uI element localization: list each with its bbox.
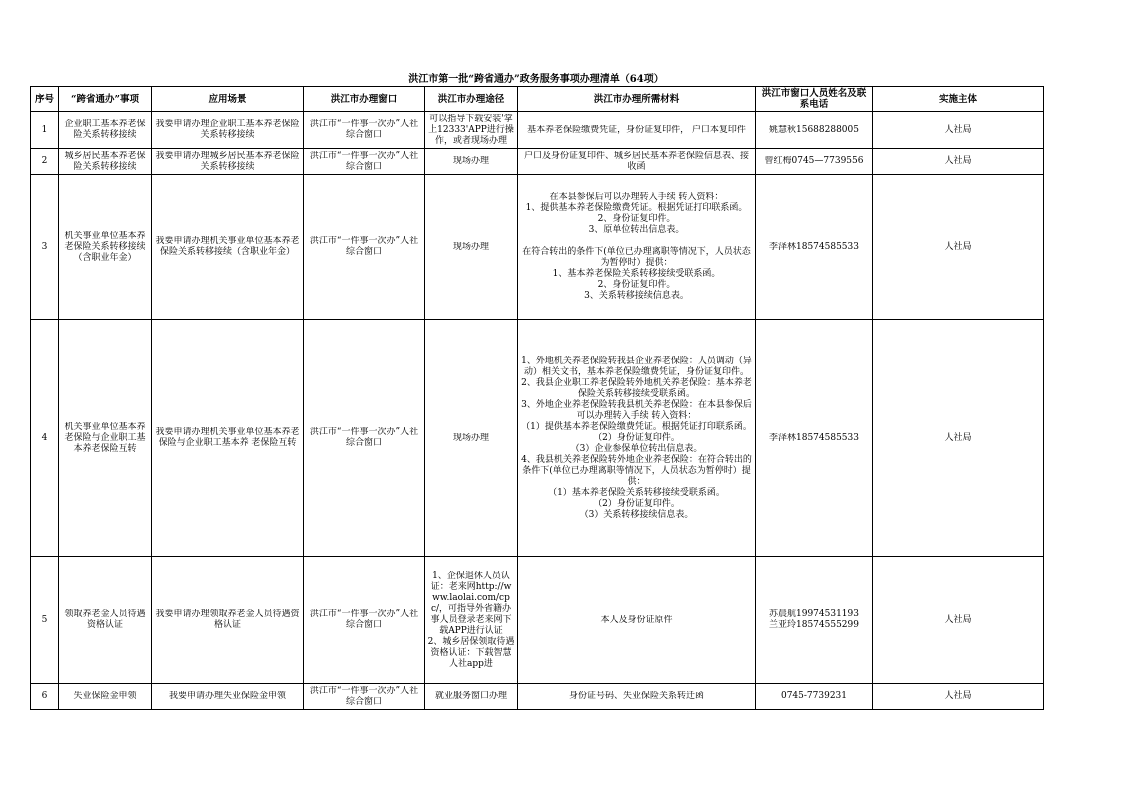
row-materials xyxy=(518,112,756,149)
row-contact-text: 0745-7739231 xyxy=(780,691,848,701)
row-item xyxy=(59,557,152,684)
row-number: 4 xyxy=(31,320,59,557)
row-number: 2 xyxy=(31,149,59,175)
row-route xyxy=(425,112,518,149)
row-body: 人社局 xyxy=(873,557,1044,684)
row-item xyxy=(59,320,152,557)
row-item-text: 领取养老金人员待遇资格认证 xyxy=(64,609,146,630)
row-item-text: 失业保险金申领 xyxy=(73,691,137,701)
row-route xyxy=(425,557,518,684)
header-row xyxy=(31,87,1044,112)
row-contact xyxy=(756,112,873,149)
row-scene-text: 我要申请办理城乡居民基本养老保险关系转移接续 xyxy=(155,150,300,172)
row-scene-text: 我要申请办理失业保险金申领 xyxy=(168,691,286,701)
row-window xyxy=(304,684,425,710)
row-scene-text: 我要申请办理机关事业单位基本养老 保险与企业职工基本养 老保险互转 xyxy=(155,427,300,448)
row-materials xyxy=(518,320,756,557)
col-header-body: 实施主体 xyxy=(873,87,1044,112)
row-window-text: 洪江市“一件事一次办”人社综合窗口 xyxy=(309,427,419,448)
table-row xyxy=(31,557,1044,684)
row-scene-text: 我要申请办理企业职工基本养老保险关系转移接续 xyxy=(155,119,300,140)
row-window xyxy=(304,112,425,149)
row-item-text: 企业职工基本养老保险关系转移接续 xyxy=(64,119,146,140)
row-scene-text: 我要申请办理领取养老金人员待遇资格认证 xyxy=(155,609,300,630)
row-window xyxy=(304,175,425,320)
row-contact xyxy=(756,149,873,175)
row-route-text: 现场办理 xyxy=(452,432,489,443)
row-window-text: 洪江市“一件事一次办”人社综合窗口 xyxy=(309,609,419,630)
row-route xyxy=(425,149,518,175)
row-materials xyxy=(518,175,756,320)
row-materials-text: 身份证号码、失业保险关系转迁函 xyxy=(568,691,704,701)
row-window xyxy=(304,557,425,684)
row-item-text: 城乡居民基本养老保险关系转移接续 xyxy=(64,150,146,172)
row-materials-text: 本人及身份证原件 xyxy=(600,614,673,625)
row-window-text: 洪江市“一件事一次办”人社综合窗口 xyxy=(309,685,419,707)
col-header-window: 洪江市办理窗口 xyxy=(304,87,425,112)
row-item-text: 机关事业单位基本养老保险关系转移接续（含职业年金） xyxy=(64,230,146,263)
table-row xyxy=(31,149,1044,175)
table-row xyxy=(31,684,1044,710)
row-scene xyxy=(152,557,304,684)
row-body: 人社局 xyxy=(873,320,1044,557)
row-scene xyxy=(152,175,304,320)
row-window-text: 洪江市“一件事一次办”人社综合窗口 xyxy=(309,150,419,172)
row-contact xyxy=(756,320,873,557)
row-route-text: 1、企保退休人员认证：老来网http://www.laolai.com/cpc/，可指导外省籍办事人员登录老来网下载APP进行认证 2、城乡居保领取待遇资格认证：下载智慧人社app进 xyxy=(427,570,515,669)
row-body: 人社局 xyxy=(873,149,1044,175)
row-scene xyxy=(152,684,304,710)
row-scene xyxy=(152,112,304,149)
row-scene-text: 我要申请办理机关事业单位基本养老 保险关系转移接续（含职业年金） xyxy=(155,236,300,257)
row-window-text: 洪江市“一件事一次办”人社综合窗口 xyxy=(309,119,419,140)
col-header-route: 洪江市办理途径 xyxy=(425,87,518,112)
row-body: 人社局 xyxy=(873,112,1044,149)
document-title: 洪江市第一批“跨省通办”政务服务事项办理清单（64项） xyxy=(408,74,664,85)
row-window xyxy=(304,320,425,557)
col-header-contact: 洪江市窗口人员姓名及联系电话 xyxy=(756,87,873,112)
row-route xyxy=(425,320,518,557)
row-body: 人社局 xyxy=(873,175,1044,320)
row-contact xyxy=(756,557,873,684)
row-materials-text: 户口及身份证复印件、城乡居民基本养老保险信息表、接收函 xyxy=(523,150,749,172)
row-window-text: 洪江市“一件事一次办”人社综合窗口 xyxy=(309,236,419,257)
row-route xyxy=(425,175,518,320)
row-contact-text: 李泽林18574585533 xyxy=(769,432,859,443)
col-header-item: “跨省通办”事项 xyxy=(59,87,152,112)
row-materials-text: 基本养老保险缴费凭证，身份证复印件， 户口本复印件 xyxy=(527,124,746,135)
row-contact xyxy=(756,175,873,320)
table-row xyxy=(31,112,1044,149)
col-header-scene: 应用场景 xyxy=(152,87,304,112)
row-number: 1 xyxy=(31,112,59,149)
row-number: 6 xyxy=(31,684,59,710)
row-contact-text: 李泽林18574585533 xyxy=(769,241,859,252)
row-materials-text: 在本县参保后可以办理转入手续 转入资料： 1、提供基本养老保险缴费凭证。根据凭证打印联系函。 2、身份证复印件。 3、原单位转出信息表。 在符合转出的条件下(单位已办理离职等情况下，人员状态为暂停时）提供： 1、基本养老保险关系转移接续受联系函。 2、身份证复印件。 3、关系转移接续信息表。 xyxy=(522,192,751,301)
row-window xyxy=(304,149,425,175)
table-row xyxy=(31,320,1044,557)
row-materials xyxy=(518,149,756,175)
row-materials xyxy=(518,684,756,710)
row-route-text: 可以指导下载安装'掌上12333'APP进行操作，或者现场办理 xyxy=(428,113,514,146)
row-item-text: 机关事业单位基本养老保险与企业职工基本养老保险互转 xyxy=(64,421,146,454)
row-item xyxy=(59,112,152,149)
row-materials-text: 1、外地机关养老保险转我县企业养老保险：人员调动（异动）相关文书，基本养老保险缴费凭证，身份证复印件。 2、我县企业职工养老保险转外地机关养老保险：基本养老保险关系转移接续受联系函。 3、外地企业养老保险转我县机关养老保险：在本县参保后可以办理转入手续 转入资料： （1）提供基本养老保险缴费凭证。根据凭证打印联系函。 （2）身份证复印件。 （3）企业参保单位转出信息表。 4、我县机关养老保险转外地企业养老保险：在符合转出的条件下(单位已办理离职等情况下，人员状态为暂停时）提供： （1）基本养老保险关系转移接续受联系函。 （2）身份证复印件。 （3）关系转移接续信息表。 xyxy=(521,355,752,520)
row-route xyxy=(425,684,518,710)
row-scene xyxy=(152,320,304,557)
row-body: 人社局 xyxy=(873,684,1044,710)
col-header-no: 序号 xyxy=(31,87,59,112)
table-row xyxy=(31,175,1044,320)
row-contact-text: 苏晨航19974531193 兰亚玲18574555299 xyxy=(769,609,859,630)
row-contact-text: 姚慧秋15688288005 xyxy=(769,124,859,135)
row-contact-text: 曾红梅0745—7739556 xyxy=(764,156,864,166)
row-route-text: 现场办理 xyxy=(452,241,489,252)
row-item xyxy=(59,684,152,710)
row-route-text: 现场办理 xyxy=(452,156,489,166)
row-route-text: 就业服务窗口办理 xyxy=(434,691,507,701)
row-item xyxy=(59,149,152,175)
col-header-materials: 洪江市办理所需材料 xyxy=(518,87,756,112)
row-contact xyxy=(756,684,873,710)
service-table xyxy=(30,86,1044,710)
row-item xyxy=(59,175,152,320)
row-number: 3 xyxy=(31,175,59,320)
row-scene xyxy=(152,149,304,175)
row-number: 5 xyxy=(31,557,59,684)
row-materials xyxy=(518,557,756,684)
